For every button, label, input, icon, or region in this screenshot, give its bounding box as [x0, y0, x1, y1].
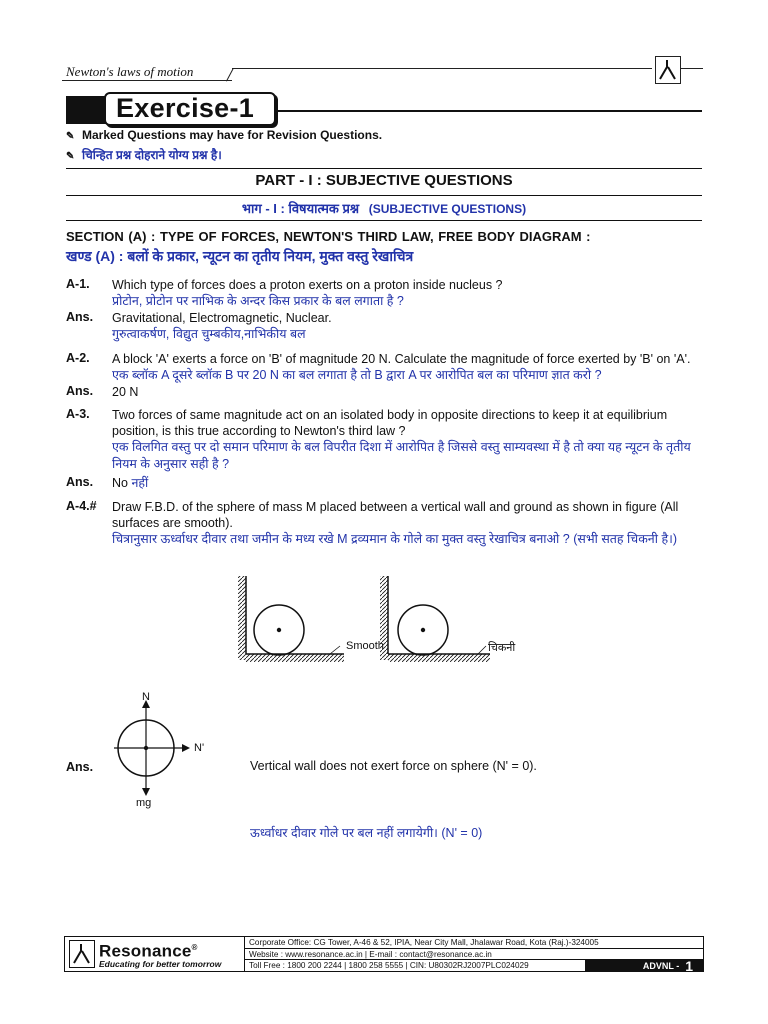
answer-text-en: Vertical wall does not exert force on sphere (N' = 0). — [250, 759, 537, 773]
page-code: ADVNL - — [642, 960, 680, 971]
question-text-hi: एक विलगित वस्तु पर दो समान परिमाण के बल विपरीत दिशा में आरोपित है जिससे वस्तु साम्यवस्था में है तो क्या यह न्यूटन के तृतीय नियम के अनुसार सही है ? — [112, 440, 691, 471]
answer-text-hi: ऊर्ध्वाधर दीवार गोले पर बल नहीं लगायेगी। (N' = 0) — [250, 826, 483, 840]
footer-brand-text — [99, 939, 221, 970]
registered-mark: ® — [191, 942, 198, 952]
question-label: A-1. — [66, 277, 90, 291]
exercise-title: Exercise-1 — [116, 93, 255, 123]
chapter-title: Newton's laws of motion — [66, 64, 194, 79]
answer-label: Ans. — [66, 760, 94, 774]
answer-text-hi: नहीं — [131, 476, 149, 490]
question-label: A-4.# — [66, 499, 97, 513]
pencil-icon: ✎ — [66, 151, 75, 162]
question-text-en: Which type of forces does a proton exerts on a proton inside nucleus ? — [112, 278, 503, 292]
exercise-banner-block — [66, 96, 106, 124]
fbd-label-weight: mg — [136, 797, 152, 809]
page-footer — [64, 936, 704, 972]
question-text-en: Two forces of same magnitude act on an isolated body in opposite directions to keep it at equilibrium position, is this true according to Newton's third law ? — [112, 408, 668, 438]
answer-label: Ans. — [66, 310, 94, 324]
fbd-label-wall-normal: N' — [194, 742, 205, 754]
footer-brand-row — [99, 939, 221, 960]
footer-tollfree-row — [245, 960, 703, 971]
figure-label-smooth: Smooth — [346, 640, 384, 652]
answer-label: Ans. — [66, 384, 94, 398]
revision-note-hi — [66, 146, 222, 163]
question-text-en: Draw F.B.D. of the sphere of mass M placed between a vertical wall and ground as shown in figure (All surfaces are smooth). — [112, 500, 679, 530]
header-rule — [62, 80, 232, 81]
part-rule-mid — [66, 195, 702, 196]
fbd-label-normal: N — [142, 691, 150, 703]
figure-label-smooth-hi: चिकनी — [488, 642, 516, 654]
section-title-hi: खण्ड (A) : बलों के प्रकार, न्यूटन का तृतीय नियम, मुक्त वस्तु रेखाचित्र — [66, 248, 414, 264]
part-rule-top — [66, 168, 702, 169]
question-label: A-3. — [66, 407, 90, 421]
answer-row — [112, 475, 704, 491]
part-title-hi-paren: (SUBJECTIVE QUESTIONS) — [368, 202, 527, 216]
answer-text-en: Gravitational, Electromagnetic, Nuclear. — [112, 311, 332, 325]
question-text-hi: प्रोटोन, प्रोटोन पर नाभिक के अन्दर किस प्रकार के बल लगाता है ? — [112, 294, 404, 308]
revision-note-hi-text: चिन्हित प्रश्न दोहराने योग्य प्रश्न है। — [82, 148, 222, 162]
free-body-diagram — [108, 688, 192, 808]
resonance-logo-icon — [69, 940, 95, 968]
footer-brand-block — [65, 937, 245, 971]
part-title-en: PART - I : SUBJECTIVE QUESTIONS — [255, 172, 513, 189]
header-tail-rule — [681, 68, 703, 69]
pencil-icon: ✎ — [66, 131, 75, 142]
page-number: 1 — [685, 960, 693, 972]
answer-text-en: No — [112, 476, 128, 490]
footer-info — [245, 937, 703, 971]
answer-text-hi: गुरुत्वाकर्षण, विद्युत चुम्बकीय,नाभिकीय बल — [112, 327, 306, 341]
question-text-hi: एक ब्लॉक A दूसरे ब्लॉक B पर 20 N का बल लगाता है तो B द्वारा A पर आरोपित बल का परिमाण ज्ञात करो ? — [112, 368, 602, 382]
part-rule-bottom — [66, 220, 702, 221]
exercise-banner-rule — [276, 110, 702, 112]
answer-label: Ans. — [66, 475, 94, 489]
section-title-en: SECTION (A) : TYPE OF FORCES, NEWTON'S THIRD LAW, FREE BODY DIAGRAM : — [66, 229, 591, 244]
answer-text-en: 20 N — [112, 385, 139, 399]
footer-tagline: Educating for better tomorrow — [99, 959, 222, 970]
revision-note-en — [66, 128, 382, 142]
part-title-hi: भाग - I : विषयात्मक प्रश्न — [241, 201, 360, 216]
part-title-hi-row — [66, 199, 702, 217]
footer-corporate: Corporate Office: CG Tower, A-46 & 52, IPIA, Near City Mall, Jhalawar Road, Kota (Raj.)-324005 — [245, 937, 703, 949]
page-code-badge — [585, 960, 703, 971]
question-text-en: A block 'A' exerts a force on 'B' of magnitude 20 N. Calculate the magnitude of force exerted by 'B' on 'A'. — [112, 352, 691, 366]
question-text-hi: चित्रानुसार ऊर्ध्वाधर दीवार तथा जमीन के मध्य रखे M द्रव्यमान के गोले का मुक्त वस्तु रेखाचित्र बनाओ ? (सभी सतह चिकनी है।) — [112, 532, 677, 546]
header-slant-rule — [232, 68, 652, 81]
question-label: A-2. — [66, 351, 90, 365]
footer-brand-name: Resonance — [99, 941, 192, 961]
footer-website: Website : www.resonance.ac.in | E-mail : contact@resonance.ac.in — [245, 949, 703, 961]
footer-tollfree: Toll Free : 1800 200 2244 | 1800 258 5555 | CIN: U80302RJ2007PLC024029 — [249, 961, 529, 971]
resonance-logo-icon — [655, 56, 681, 84]
revision-note-en-text: Marked Questions may have for Revision Questions. — [82, 128, 383, 142]
